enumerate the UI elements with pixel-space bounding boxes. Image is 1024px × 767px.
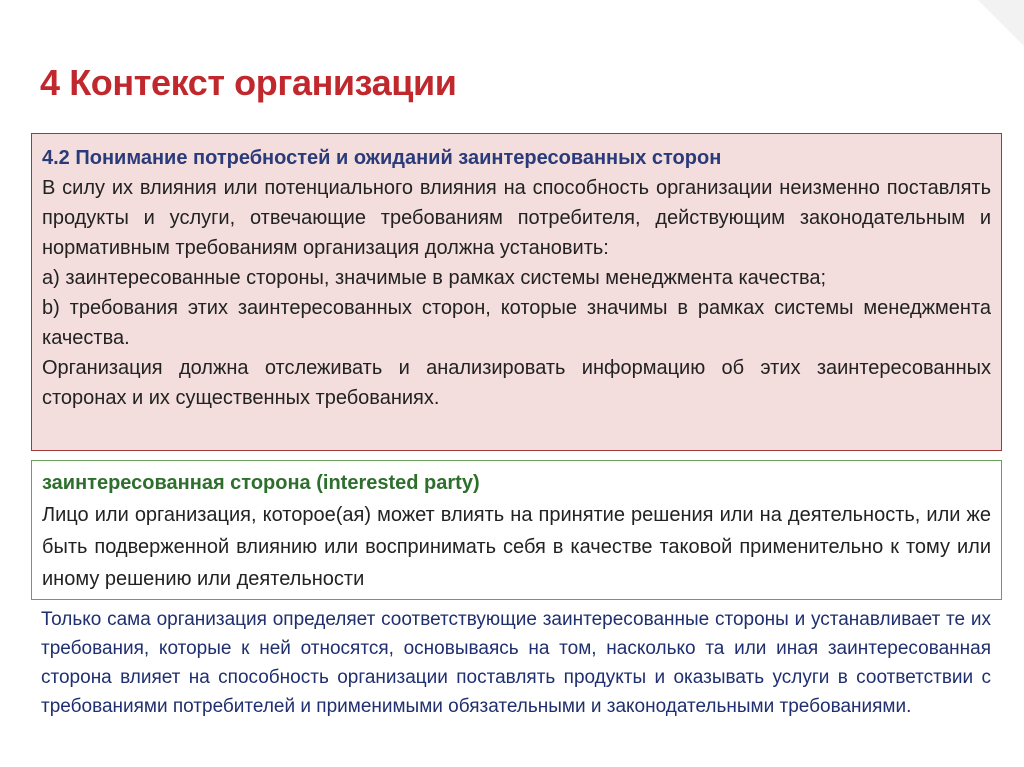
definition-term: заинтересованная сторона (interested party) bbox=[42, 472, 480, 494]
requirement-item-b: b) требования этих заинтересованных сторон, которые значимы в рамках системы менеджмента качества. bbox=[42, 297, 991, 349]
explanatory-note: Только сама организация определяет соответствующие заинтересованные стороны и устанавливает те их требования, которые к ней относятся, основываясь на том, насколько та или иная заинтересованная сторона влияет на способность организации поставлять продукты и оказывать услуги в соответствии с требованиями потребителей и применимыми обязательными и законодательными требованиями. bbox=[41, 609, 991, 717]
definition-box bbox=[31, 460, 1002, 600]
slide-title: 4 Контекст организации bbox=[40, 62, 457, 103]
slide-corner-decoration bbox=[978, 0, 1024, 46]
section-heading: 4.2 Понимание потребностей и ожиданий заинтересованных сторон bbox=[42, 147, 722, 169]
requirements-box bbox=[31, 133, 1002, 451]
section-intro: В силу их влияния или потенциального влияния на способность организации неизменно поставлять продукты и услуги, отвечающие требованиям потребителя, действующим законодательным и нормативным требованиям организация должна установить: bbox=[42, 177, 991, 259]
definition-text: Лицо или организация, которое(ая) может влиять на принятие решения или на деятельность, или же быть подверженной влиянию или воспринимать себя в качестве таковой применительно к тому или иному решению или деятельности bbox=[42, 504, 991, 590]
requirement-item-a: a) заинтересованные стороны, значимые в рамках системы менеджмента качества; bbox=[42, 267, 827, 289]
monitoring-requirement: Организация должна отслеживать и анализировать информацию об этих заинтересованных сторонах и их существенных требованиях. bbox=[42, 357, 991, 409]
